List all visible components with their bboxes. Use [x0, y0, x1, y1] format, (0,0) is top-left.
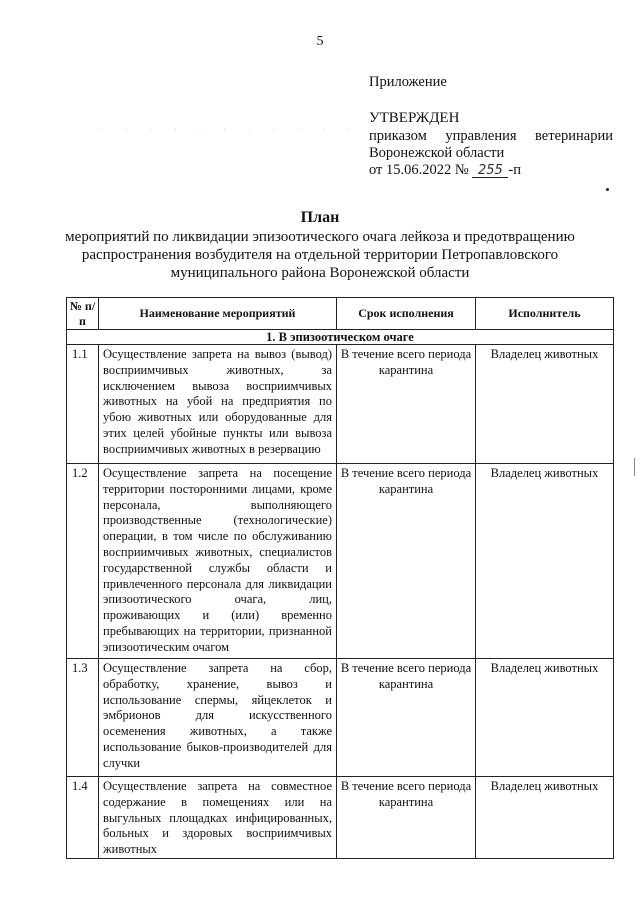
table-header-row	[67, 298, 614, 330]
page-number: 5	[316, 34, 324, 49]
row-measure: Осуществление запрета на сбор, обработку, хранение, вывоз и использование спермы, яйцеклеток и эмбрионов для искусственного осеменения животных, а также использование быков-производителей для случки	[99, 659, 337, 777]
row-executor: Владелец животных	[476, 345, 614, 464]
order-date: от 15.06.2022 №	[369, 162, 469, 178]
row-number: 1.3	[67, 659, 99, 777]
row-number: 1.4	[67, 777, 99, 859]
scan-edge-mark	[634, 458, 635, 476]
row-term: В течение всего периода карантина	[337, 777, 476, 859]
row-executor: Владелец животных	[476, 464, 614, 659]
section-title: 1. В эпизоотическом очаге	[67, 330, 614, 345]
row-measure: Осуществление запрета на вывоз (вывод) восприимчивых животных, за исключением вывоза восприимчивых животных на убой на предприятия по убою животных или оборудованные для этих целей убойные пункты или вывоза восприимчивых животных в резервацию	[99, 345, 337, 464]
approved-label: УТВЕРЖДЕН	[369, 110, 460, 126]
order-line-2: Воронежской области	[369, 145, 505, 161]
row-number: 1.2	[67, 464, 99, 659]
approval-block	[369, 110, 613, 179]
scan-artifact: · · · · · · · · · · · · ·	[100, 126, 409, 135]
header-executor: Исполнитель	[476, 298, 614, 330]
row-measure: Осуществление запрета на посещение территории посторонними лицами, кроме персонала, выполняющего производственные (технологические) операции, в том числе по обслуживанию восприимчивых животных, специалистов государственной службы области и привлеченного персонала для ликвидации эпизоотического очага, лиц, проживающих и (или) временно пребывающих на территории, признанной эпизоотическим очагом	[99, 464, 337, 659]
appendix-label: Приложение	[369, 74, 447, 90]
row-term: В течение всего периода карантина	[337, 659, 476, 777]
row-executor: Владелец животных	[476, 777, 614, 859]
measures-table	[66, 297, 614, 859]
plan-title: План	[300, 209, 340, 226]
table-row	[67, 345, 614, 464]
table-row	[67, 777, 614, 859]
row-term: В течение всего периода карантина	[337, 464, 476, 659]
order-suffix: -п	[508, 162, 521, 178]
row-measure: Осуществление запрета на совместное содержание в помещениях или на выгульных площадках инфицированных, больных и здоровых восприимчивых животных	[99, 777, 337, 859]
order-number-handwritten: 255	[472, 164, 508, 178]
row-term: В течение всего периода карантина	[337, 345, 476, 464]
row-executor: Владелец животных	[476, 659, 614, 777]
header-term: Срок исполнения	[337, 298, 476, 330]
order-date-line	[369, 162, 613, 179]
section-row	[67, 330, 614, 345]
header-name: Наименование мероприятий	[99, 298, 337, 330]
plan-subtitle: мероприятий по ликвидации эпизоотического очага лейкоза и предотвращению распространения возбудителя на отдельной территории Петропавловского муниципального района Воронежской области	[65, 229, 575, 281]
scan-dot	[606, 188, 609, 191]
order-line-1: приказом управления ветеринарии	[369, 128, 613, 144]
header-num: № п/п	[67, 298, 99, 330]
table-row	[67, 464, 614, 659]
table-row	[67, 659, 614, 777]
row-number: 1.1	[67, 345, 99, 464]
